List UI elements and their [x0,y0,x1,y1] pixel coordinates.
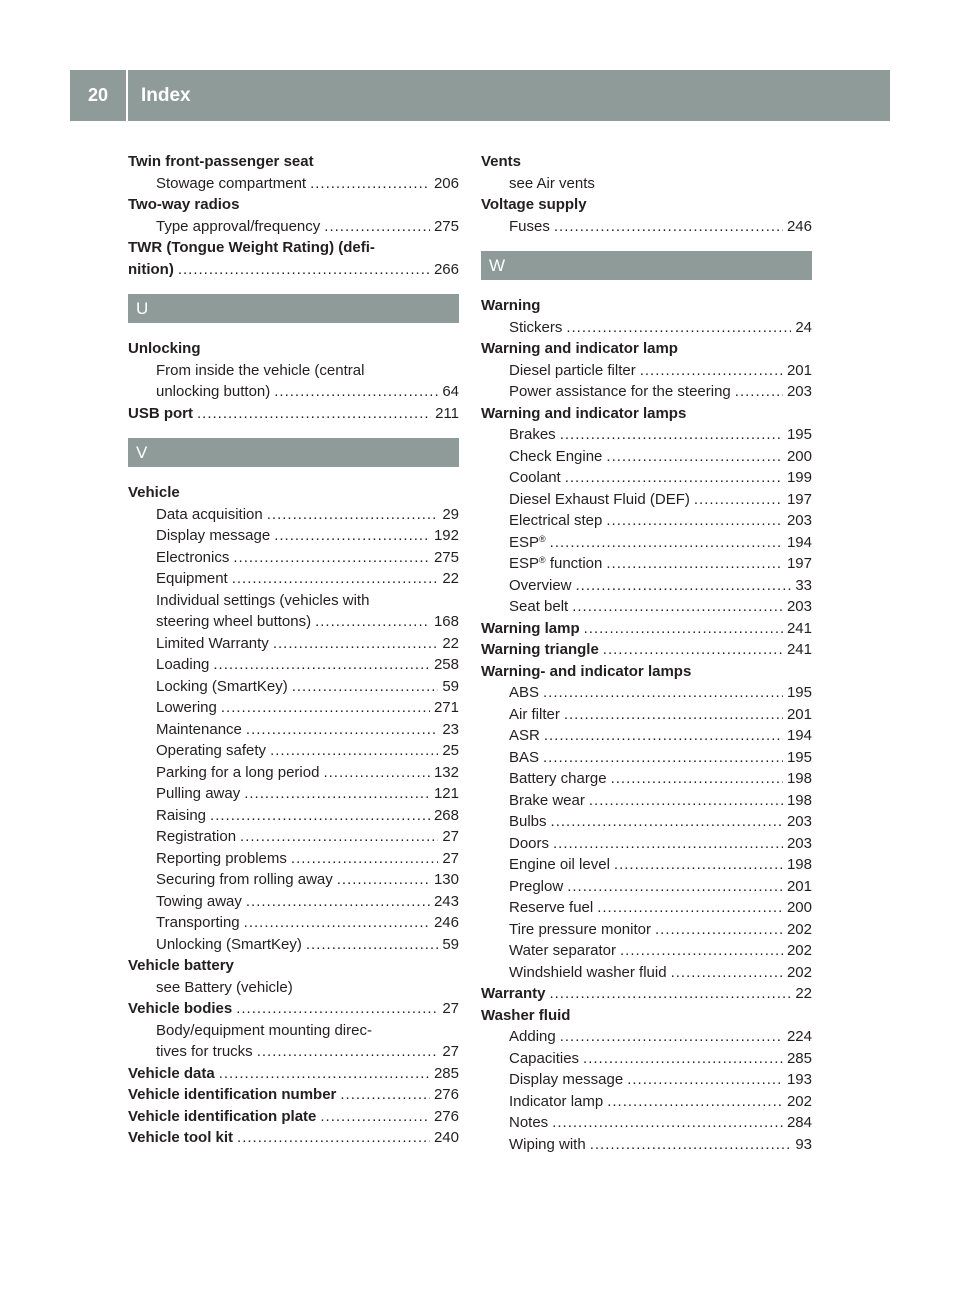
index-entry[interactable]: Check Engine ..... 200 [481,446,812,468]
index-entry[interactable]: Indicator lamp ..... 202 [481,1091,812,1113]
index-heading: Vehicle battery [128,957,234,974]
index-heading: Warning and indicator lamp [481,340,678,357]
index-entry[interactable]: Fuses ..... 246 [481,216,812,238]
page-title: Index [141,84,191,106]
index-entry[interactable]: Tire pressure monitor ..... 202 [481,919,812,941]
index-entry[interactable]: Pulling away ..... 121 [128,783,459,805]
index-entry[interactable]: Data acquisition ..... 29 [128,504,459,526]
index-entry[interactable]: Electronics ..... 275 [128,547,459,569]
section-letter-w: W [481,251,812,280]
index-entry[interactable]: Windshield washer fluid ..... 202 [481,962,812,984]
index-entry[interactable]: Wiping with ..... 93 [481,1134,812,1156]
index-entry-text: Body/equipment mounting direc- [156,1021,372,1039]
index-entry[interactable]: Raising ..... 268 [128,805,459,827]
index-entry[interactable]: Capacities ..... 285 [481,1048,812,1070]
index-heading: Washer fluid [481,1006,571,1024]
index-entry[interactable]: Limited Warranty ..... 22 [128,633,459,655]
index-entry[interactable]: ABS ..... 195 [481,682,812,704]
index-entry[interactable]: Loading ..... 258 [128,654,459,676]
index-entry[interactable]: Preglow ..... 201 [481,876,812,898]
index-entry[interactable]: Brake wear ..... 198 [481,790,812,812]
index-entry[interactable]: Transporting ..... 246 [128,912,459,934]
index-heading: Warning [481,297,541,314]
index-entry[interactable]: BAS ..... 195 [481,747,812,769]
index-entry[interactable]: Warning lamp ..... 241 [481,618,812,640]
index-entry-text: Individual settings (vehicles with [156,591,370,609]
index-heading: Voltage supply [481,196,587,213]
index-entry[interactable]: Doors ..... 203 [481,833,812,855]
section-letter-v: V [128,438,459,467]
index-entry[interactable]: Stowage compartment ..... 206 [128,173,459,195]
index-entry[interactable]: Power assistance for the steering ..... 203 [481,381,812,403]
index-entry[interactable]: nition) ..... 266 [128,259,459,281]
index-entry[interactable]: Vehicle identification number ..... 276 [128,1084,459,1106]
index-entry[interactable]: unlocking button) ..... 64 [128,381,459,403]
index-entry[interactable]: Operating safety ..... 25 [128,740,459,762]
index-entry[interactable]: Securing from rolling away ..... 130 [128,869,459,891]
index-see-reference[interactable]: see Air vents [509,174,595,192]
index-entry[interactable]: Lowering ..... 271 [128,697,459,719]
index-entry[interactable]: Engine oil level ..... 198 [481,854,812,876]
index-heading: Vents [481,153,522,170]
index-entry[interactable]: Vehicle identification plate ..... 276 [128,1106,459,1128]
index-entry[interactable]: Brakes ..... 195 [481,424,812,446]
index-entry[interactable]: Diesel Exhaust Fluid (DEF) ..... 197 [481,489,812,511]
index-entry[interactable]: Bulbs ..... 203 [481,811,812,833]
index-entry[interactable]: Reporting problems ..... 27 [128,848,459,870]
index-entry[interactable]: Display message ..... 193 [481,1069,812,1091]
index-entry[interactable]: Air filter ..... 201 [481,704,812,726]
index-entry[interactable]: Water separator ..... 202 [481,940,812,962]
index-entry[interactable]: tives for trucks ..... 27 [128,1041,459,1063]
index-entry[interactable]: Display message ..... 192 [128,525,459,547]
index-entry[interactable]: ESP® ..... 194 [481,532,812,554]
index-entry[interactable]: Unlocking (SmartKey) ..... 59 [128,934,459,956]
index-see-reference[interactable]: see Battery (vehicle) [156,978,293,996]
index-entry[interactable]: ESP® function ..... 197 [481,553,812,575]
index-heading: Unlocking [128,340,201,357]
index-entry[interactable]: Parking for a long period ..... 132 [128,762,459,784]
index-column-right [481,151,812,1155]
index-heading: Twin front-passenger seat [128,153,314,170]
index-entry[interactable]: Adding ..... 224 [481,1026,812,1048]
index-entry[interactable]: Stickers ..... 24 [481,317,812,339]
index-entry[interactable]: steering wheel buttons) ..... 168 [128,611,459,633]
index-heading: Warning- and indicator lamps [481,662,692,680]
index-entry[interactable]: Locking (SmartKey) ..... 59 [128,676,459,698]
header-divider [126,70,128,121]
index-entry[interactable]: Type approval/frequency ..... 275 [128,216,459,238]
index-entry[interactable]: Vehicle tool kit ..... 240 [128,1127,459,1149]
index-entry[interactable]: Vehicle data ..... 285 [128,1063,459,1085]
index-heading: Warning and indicator lamps [481,404,687,422]
index-entry[interactable]: Seat belt ..... 203 [481,596,812,618]
index-entry[interactable]: USB port ..... 211 [128,403,459,425]
index-entry[interactable]: Towing away ..... 243 [128,891,459,913]
index-entry[interactable]: Warranty ..... 22 [481,983,812,1005]
index-entry[interactable]: Registration ..... 27 [128,826,459,848]
index-heading: Two-way radios [128,196,240,213]
index-entry[interactable]: Warning triangle ..... 241 [481,639,812,661]
index-entry[interactable]: Coolant ..... 199 [481,467,812,489]
index-entry-text: From inside the vehicle (central [156,361,365,379]
index-entry[interactable]: Diesel particle filter ..... 201 [481,360,812,382]
section-letter-u: U [128,294,459,323]
index-column-left [128,151,459,1149]
page-header [70,70,890,121]
index-entry[interactable]: Equipment ..... 22 [128,568,459,590]
index-entry[interactable]: Vehicle bodies ..... 27 [128,998,459,1020]
index-entry[interactable]: Overview ..... 33 [481,575,812,597]
index-entry[interactable]: Electrical step ..... 203 [481,510,812,532]
index-heading: TWR (Tongue Weight Rating) (defi- [128,239,375,256]
index-entry[interactable]: Reserve fuel ..... 200 [481,897,812,919]
index-entry[interactable]: Notes ..... 284 [481,1112,812,1134]
page-number: 20 [87,85,109,105]
index-entry[interactable]: Battery charge ..... 198 [481,768,812,790]
index-entry[interactable]: ASR ..... 194 [481,725,812,747]
index-heading: Vehicle [128,484,180,501]
index-entry[interactable]: Maintenance ..... 23 [128,719,459,741]
